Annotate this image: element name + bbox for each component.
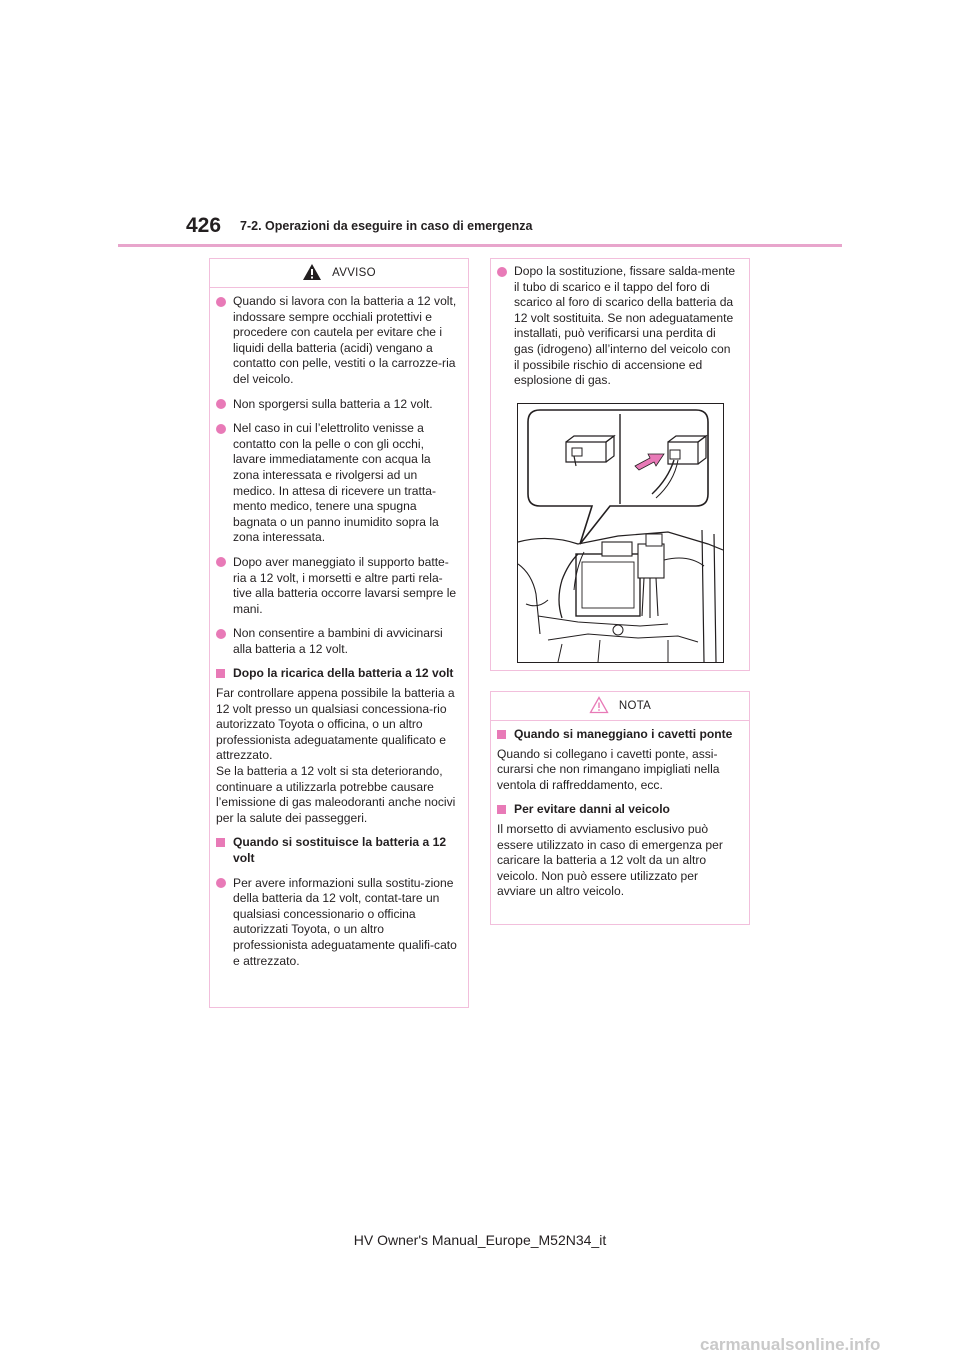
list-item-text: Non sporgersi sulla batteria a 12 volt. xyxy=(233,396,433,411)
square-bullet-icon xyxy=(216,669,225,678)
watermark-logo xyxy=(700,1334,950,1356)
svg-text:carmanualsonline.info: carmanualsonline.info xyxy=(700,1335,881,1354)
bullet-icon xyxy=(497,267,507,277)
warning-triangle-icon xyxy=(302,263,322,284)
list-item-text: Dopo la sostituzione, fissare salda-mente il tubo di scarico e il tappo del foro di scarico al foro di scarico della batteria da 12 volt sostituita. Se non adeguatamente installati, può verificarsi una perdita di gas (idrogeno) all’interno del veicolo con il possibile rischio di accensione ed esplosione di gas. xyxy=(514,264,736,388)
note-box-body xyxy=(491,721,749,915)
note-box-title: NOTA xyxy=(618,700,652,712)
list-item-text: Per avere informazioni sulla sostitu-zione della batteria da 12 volt, contat-tare un qualsiasi concessionario o officina autorizzati Toyota, o un altro professionista adeguatamente qualifi-cato e attrezzato. xyxy=(233,875,457,968)
warning-box-header xyxy=(210,259,468,288)
note-box-header xyxy=(491,692,749,721)
subsection-heading xyxy=(216,835,457,866)
caution-triangle-icon xyxy=(589,696,609,717)
battery-drain-tube-diagram xyxy=(518,404,723,662)
warning-box-continued-body xyxy=(491,259,749,404)
paragraph xyxy=(497,822,738,900)
subsection-heading xyxy=(497,802,738,818)
bullet-icon xyxy=(216,557,226,567)
paragraph xyxy=(497,747,738,794)
list-item xyxy=(216,876,457,970)
warning-box-title: AVVISO xyxy=(332,267,376,279)
subsection-heading-text: Dopo la ricarica della batteria a 12 volt xyxy=(233,666,454,681)
bullet-icon xyxy=(216,629,226,639)
paragraph-text: Se la batteria a 12 volt si sta deteriorando, continuare a utilizzarla potrebbe causare l’emissione di gas maleodoranti anche nocivi per la salute dei passeggeri. xyxy=(216,764,456,825)
section-title: 7-2. Operazioni da eseguire in caso di emergenza xyxy=(240,219,533,233)
footer-manual-name: HV Owner's Manual_Europe_M52N34_it xyxy=(353,1232,607,1248)
square-bullet-icon xyxy=(497,730,506,739)
list-item xyxy=(216,555,457,617)
list-item xyxy=(216,626,457,657)
bullet-icon xyxy=(216,399,226,409)
bullet-icon xyxy=(216,297,226,307)
list-item xyxy=(216,294,457,388)
paragraph-text: Quando si collegano i cavetti ponte, assi-curarsi che non rimangano impigliati nella ventola di raffreddamento, ecc. xyxy=(497,746,720,792)
paragraph-text: Il morsetto di avviamento esclusivo può essere utilizzato in caso di emergenza per caricare la batteria a 12 volt da un altro veicolo. Non può essere utilizzato per avviare un altro veicolo. xyxy=(497,821,723,899)
list-item-text: Nel caso in cui l’elettrolito venisse a contatto con la pelle o con gli occhi, lavare immediatamente con acqua la zona interessata e rivolgersi ad un medico. In attesa di ricevere un tratta-mento medico, tenere una spugna bagnata o un panno inumidito sopra la zona interessata. xyxy=(233,421,439,545)
paragraph xyxy=(216,686,457,826)
list-item-text: Dopo aver maneggiato il supporto batte-ria a 12 volt, i morsetti e altre parti rela-tive alla batteria occorre lavarsi sempre le mani. xyxy=(233,554,457,616)
warning-box-body xyxy=(210,288,468,984)
subsection-heading xyxy=(216,666,457,682)
list-item-text: Non consentire a bambini di avvicinarsi alla batteria a 12 volt. xyxy=(233,626,443,656)
warning-box xyxy=(209,258,469,1008)
note-box xyxy=(490,691,750,925)
header-rule xyxy=(118,244,842,247)
bullet-icon xyxy=(216,424,226,434)
list-item-text: Quando si lavora con la batteria a 12 volt, indossare sempre occhiali protettivi e procedere con cautela per evitare che i liquidi della batteria (acidi) vengano a contatto con pelle, vestiti o la carrozze-ria del veicolo. xyxy=(233,294,457,386)
square-bullet-icon xyxy=(216,838,225,847)
subsection-heading-text: Quando si maneggiano i cavetti ponte xyxy=(514,727,733,741)
subsection-heading xyxy=(497,727,738,743)
battery-illustration xyxy=(517,403,724,663)
subsection-heading-text: Quando si sostituisce la batteria a 12 volt xyxy=(233,835,447,865)
square-bullet-icon xyxy=(497,805,506,814)
bullet-icon xyxy=(216,878,226,888)
paragraph-text: Far controllare appena possibile la batteria a 12 volt presso un qualsiasi concessiona-rio autorizzato Toyota o officina, o un altro professionista adeguatamente qualificato e attrezzato. xyxy=(216,686,455,763)
subsection-heading-text: Per evitare danni al veicolo xyxy=(514,802,670,817)
list-item xyxy=(497,264,738,389)
list-item xyxy=(216,397,457,413)
list-item xyxy=(216,421,457,546)
page-number: 426 xyxy=(186,214,222,237)
